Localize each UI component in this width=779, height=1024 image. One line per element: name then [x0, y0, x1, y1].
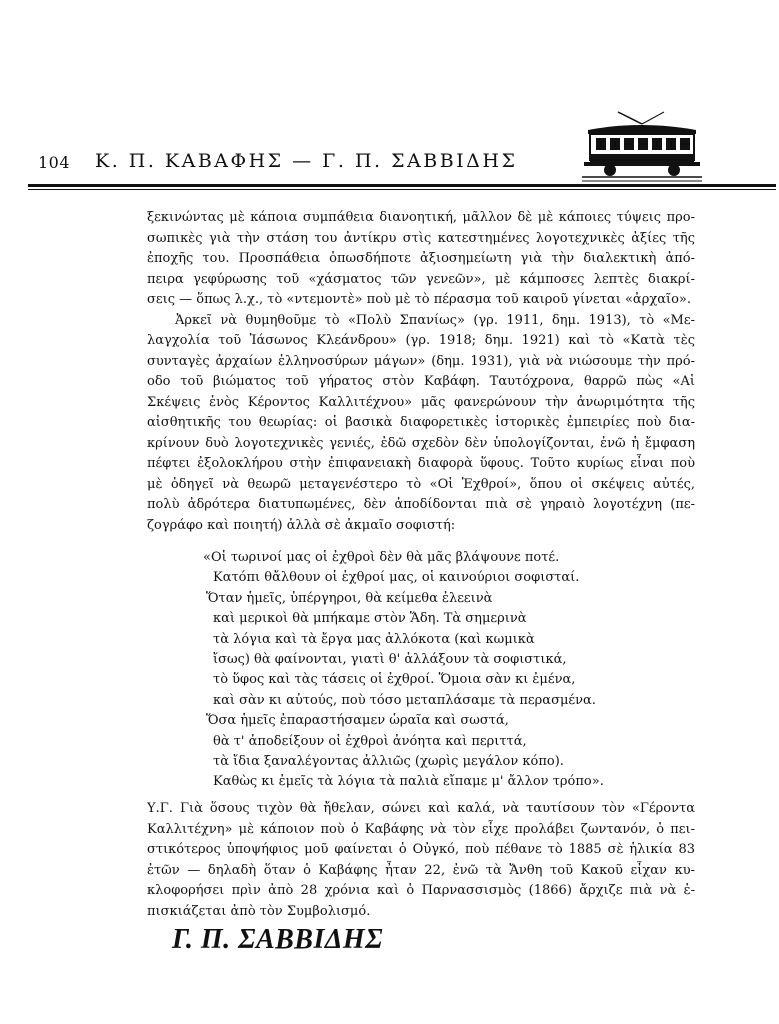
poem-line: τὰ ἴδια ξαναλέγοντας ἀλλιῶς (χωρὶς μεγάλον κόπο).	[213, 754, 564, 770]
body-line: πέφτει ἐξολοκλήρου στὴν ἐπιφανειακὴ διαφορὰ ὕφους. Τοῦτο κυρίως εἶναι ποὺ	[147, 456, 695, 471]
body-line: λαγχολία τοῦ Ἰάσωνος Κλεάνδρου» (γρ. 1918; δημ. 1921) καὶ τὸ «Κατὰ τὲς	[147, 333, 695, 348]
body-line: μὲ ὁδηγεῖ νὰ θεωρῶ μεταγενέστερο τὸ «Οἱ Ἐχθροί», ὅπου οἱ σκέψεις αὐτές,	[147, 476, 695, 492]
poem-line: καὶ σὰν κι αὐτούς, ποὺ τόσο μεταπλάσαμε τὰ περασμένα.	[213, 692, 596, 708]
author-signature: Γ. Π. ΣΑΒΒΙΔΗΣ	[172, 924, 384, 955]
body-line: κρίνουν δυὸ λογοτεχνικὲς γενιές, ἐδῶ σχεδὸν δὲν ὑπολογίζονται, ἐνῶ ἡ ἔμφαση	[147, 435, 695, 451]
header-rule-thick	[28, 184, 776, 187]
poem-line: τὰ λόγια καὶ τὰ ἔργα μας ἀλλόκοτα (καὶ κωμικὰ	[213, 631, 535, 647]
body-line: οδο τοῦ βιώματος τοῦ γήρατος στὸν Καβάφη. Ταυτόχρονα, θαρρῶ πὼς «Αἱ	[147, 374, 695, 389]
body-line: σωπικὲς γιὰ τὴν στάση του ἀντίκρυ στὶς κατεστημένες λογοτεχνικὲς ἀξίες τῆς	[147, 230, 695, 246]
body-line: Σκέψεις ἑνὸς Κέροντος Καλλιτέχνου» μᾶς φανερώνουν τὴν ἀνωριμότητα τῆς	[147, 394, 695, 410]
poem-line: Ὅσα ἡμεῖς ἐπαραστήσαμεν ὡραῖα καὶ σωστά,	[206, 713, 509, 729]
poem-line: τὸ ὕφος καὶ τὰς τάσεις οἱ ἐχθροί. Ὅμοια σὰν κι ἐμένα,	[213, 672, 576, 688]
note-line: κλοφορήσει πρὶν ἀπὸ 28 χρόνια καὶ ὁ Παρνασσισμὸς (1866) ἄρχιζε πιὰ νὰ ἐ-	[147, 883, 695, 898]
body-line: αἰσθητικῆς του θεωρίας: οἱ βασικὰ διαφορετικὲς ἱστορικὲς ἐμπειρίες ποὺ δια-	[147, 415, 695, 430]
tram-illustration	[582, 108, 702, 183]
note-line: Καλλιτέχνη» μὲ κάποιον ποὺ ὁ Καβάφης νὰ τὸν εἶχε προλάβει ζωντανόν, ὁ πει-	[147, 821, 695, 837]
running-head: Κ. Π. ΚΑΒΑΦΗΣ — Γ. Π. ΣΑΒΒΙΔΗΣ	[95, 150, 518, 172]
poem-line: καὶ μερικοὶ θὰ μπήκαμε στὸν Ἅδη. Τὰ σημερινὰ	[213, 611, 527, 627]
header-rule-thin	[28, 189, 776, 190]
body-line: σεις — ὅπως λ.χ., τὸ «ντεμοντὲ» ποὺ μὲ τὸ πέρασμα τοῦ καιροῦ γίνεται «ἀρχαῖο».	[147, 292, 692, 307]
note-line: Υ.Γ. Γιὰ ὅσους τιχὸν θὰ ἤθελαν, σώνει καὶ καλά, νὰ ταυτίσουν τὸν «Γέροντα	[147, 801, 695, 816]
poem-line: Καθὼς κι ἐμεῖς τὰ λόγια τὰ παλιὰ εἴπαμε μ' ἄλλον τρόπο».	[213, 774, 604, 790]
body-line: ἐποχῆς του. Προσπάθεια ὁπωσδήποτε ἀξιοσημείωτη γιὰ τὴν διαλεκτικὴ ἀπό-	[147, 251, 695, 266]
body-line: πολὺ ἀδρότερα διατυπωμένες, δὲν ἀποδίδονται πιὰ σὲ γηραιὸ λογοτέχνη (πε-	[147, 497, 695, 512]
body-line: Ἀρκεῖ νὰ θυμηθοῦμε τὸ «Πολὺ Σπανίως» (γρ. 1911, δημ. 1913), τὸ «Με-	[175, 312, 695, 328]
body-line: ζογράφο καὶ ποιητή) ἀλλὰ σὲ ἀκμαῖο σοφιστή:	[147, 517, 456, 533]
body-line: συνταγὲς ἀρχαίων ἑλληνοσύρων μάγων» (δημ. 1931), γιὰ νὰ νιώσουμε τὴν πρό-	[147, 353, 695, 369]
page-header	[0, 0, 779, 200]
poem-line: θὰ τ' ἀποδείξουν οἱ ἐχθροὶ ἀνόητα καὶ περιττά,	[213, 733, 527, 749]
poem-quotation	[203, 548, 703, 793]
body-paragraphs	[147, 208, 695, 536]
poem-line: ἴσως) θὰ φαίνονται, γιατὶ θ' ἀλλάξουν τὰ σοφιστικά,	[213, 652, 567, 668]
postscript-note	[147, 799, 695, 922]
body-line: ξεκινώντας μὲ κάποια συμπάθεια διανοητική, μᾶλλον δὲ μὲ κάποιες τύψεις προ-	[147, 210, 695, 225]
poem-line: Κατόπι θἄλθουν οἱ ἐχθροί μας, οἱ καινούριοι σοφισταί.	[213, 570, 580, 586]
poem-line: Ὅταν ἡμεῖς, ὑπέργηροι, θὰ κείμεθα ἐλεεινὰ	[206, 590, 493, 606]
poem-line: «Οἱ τωρινοί μας οἱ ἐχθροὶ δὲν θὰ μᾶς βλάψουνε ποτέ.	[203, 550, 560, 565]
note-line: πισκιάζεται ἀπὸ τὸν Συμβολισμό.	[147, 903, 371, 919]
page-number: 104	[38, 153, 71, 172]
body-line: πειρα γεφύρωσης τοῦ «χάσματος τῶν γενεῶν», μὲ κάμποσες λεπτὲς διακρί-	[147, 271, 695, 287]
note-line: ἐτῶν — δηλαδὴ ὅταν ὁ Καβάφης ἦταν 22, ἐνῶ τὰ Ἄνθη τοῦ Κακοῦ εἶχαν κυ-	[147, 862, 695, 878]
note-line: στικότερος ὑποψήφιος μοῦ φαίνεται ὁ Οὐγκό, ποὺ πέθανε τὸ 1885 σὲ ἡλικία 83	[147, 842, 695, 857]
